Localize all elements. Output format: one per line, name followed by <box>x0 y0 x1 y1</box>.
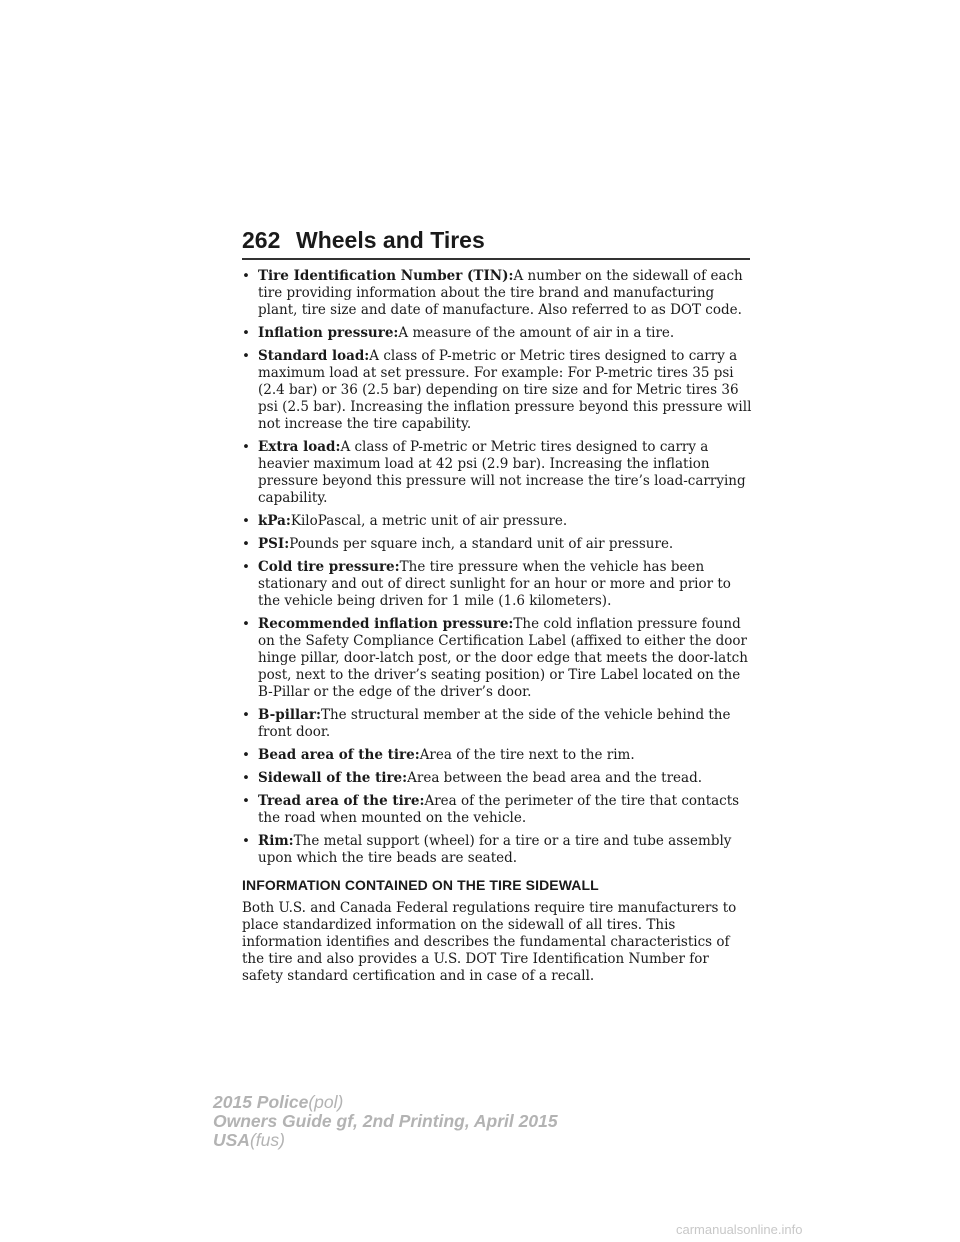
definition-item-recommended-inflation-pressure <box>242 616 752 701</box>
definition-item-rim <box>242 833 752 867</box>
definition-term: Cold tire pressure: <box>258 559 400 575</box>
definition-item-tread-area <box>242 793 752 827</box>
definition-item-tin <box>242 268 752 319</box>
definition-text: A number on the sidewall of each tire providing information about the tire brand and manufacturing plant, tire size and date of manufacture. Also referred to as DOT code. <box>258 268 743 318</box>
bullet-icon: • <box>242 793 250 809</box>
footer-line-guide: Owners Guide gf, 2nd Printing, April 2015 <box>213 1111 558 1131</box>
footer-line-model <box>213 1093 613 1112</box>
definition-item-psi <box>242 536 752 553</box>
definition-term: Tread area of the tire: <box>258 793 425 809</box>
definition-item-bead-area <box>242 747 752 764</box>
definition-text: KiloPascal, a metric unit of air pressure. <box>290 513 568 529</box>
definition-item-standard-load <box>242 348 752 433</box>
definition-text: The structural member at the side of the vehicle behind the front door. <box>258 707 731 740</box>
definition-item-sidewall <box>242 770 752 787</box>
bullet-icon: • <box>242 536 250 552</box>
watermark: carmanualsonline.info <box>676 1222 803 1237</box>
section-title: Wheels and Tires <box>296 227 485 253</box>
definition-item-b-pillar <box>242 707 752 741</box>
bullet-icon: • <box>242 747 250 763</box>
definition-item-extra-load <box>242 439 752 507</box>
definition-text: A class of P-metric or Metric tires designed to carry a maximum load at set pressure. For example: For P-metric tires 35 psi (2.4 bar) or 36 (2.5 bar) depending on tire size and for Metric tires 36 psi (2.5 bar). Increasing the inflation pressure beyond this pressure will not increase the tire capability. <box>258 348 752 432</box>
page-header <box>242 227 750 261</box>
bullet-icon: • <box>242 439 250 455</box>
definition-term: Extra load: <box>258 439 341 455</box>
section-heading: INFORMATION CONTAINED ON THE TIRE SIDEWALL <box>242 877 599 893</box>
definition-term: Recommended inflation pressure: <box>258 616 514 632</box>
page-number: 262 <box>242 227 281 253</box>
bullet-icon: • <box>242 325 250 341</box>
definition-text: A class of P-metric or Metric tires designed to carry a heavier maximum load at 42 psi (2.9 bar). Increasing the inflation pressure beyond this pressure will not increase the tire’s load-carrying capability. <box>258 439 746 506</box>
bullet-icon: • <box>242 770 250 786</box>
bullet-icon: • <box>242 559 250 575</box>
section-paragraph: Both U.S. and Canada Federal regulations require tire manufacturers to place standardized information on the sidewall of all tires. This information identifies and describes the fundamental characteristics of the tire and also provides a U.S. DOT Tire Identification Number for safety standard certification and in case of a recall. <box>242 900 737 984</box>
definition-item-kpa <box>242 513 752 530</box>
definition-text: The tire pressure when the vehicle has been stationary and out of direct sunlight for an hour or more and prior to the vehicle being driven for 1 mile (1.6 kilometers). <box>258 559 731 609</box>
bullet-icon: • <box>242 348 250 364</box>
definition-term: B-pillar: <box>258 707 321 723</box>
definition-text: Area between the bead area and the tread. <box>407 770 703 786</box>
bullet-icon: • <box>242 268 250 284</box>
definition-term: PSI: <box>258 536 290 552</box>
definition-term: Rim: <box>258 833 294 849</box>
definition-text: The cold inflation pressure found on the Safety Compliance Certification Label (affixed to either the door hinge pillar, door-latch post, or the door edge that meets the door-latch post, next to the driver’s seating position) or Tire Label located on the B-Pillar or the edge of the driver’s door. <box>258 616 748 700</box>
bullet-icon: • <box>242 833 250 849</box>
definition-text: The metal support (wheel) for a tire or a tire and tube assembly upon which the tire beads are seated. <box>258 833 732 866</box>
definition-term: Standard load: <box>258 348 370 364</box>
header-divider <box>242 258 750 260</box>
bullet-icon: • <box>242 513 250 529</box>
definition-term: kPa: <box>258 513 291 529</box>
definition-text: Area of the tire next to the rim. <box>419 747 635 763</box>
definition-list <box>242 268 752 867</box>
definition-term: Tire Identification Number (TIN): <box>258 268 514 284</box>
document-footer <box>213 1093 613 1150</box>
definition-text: Area of the perimeter of the tire that contacts the road when mounted on the vehicle. <box>258 793 740 826</box>
page-content <box>242 268 752 985</box>
definition-term: Inflation pressure: <box>258 325 399 341</box>
footer-line-market <box>213 1131 613 1150</box>
bullet-icon: • <box>242 616 250 632</box>
definition-term: Sidewall of the tire: <box>258 770 408 786</box>
definition-text: Pounds per square inch, a standard unit of air pressure. <box>289 536 674 552</box>
bullet-icon: • <box>242 707 250 723</box>
definition-text: A measure of the amount of air in a tire. <box>398 325 675 341</box>
footer-market: USA <box>213 1130 250 1150</box>
footer-model-code: (pol) <box>308 1092 344 1112</box>
footer-market-code: (fus) <box>249 1130 285 1150</box>
definition-item-cold-tire-pressure <box>242 559 752 610</box>
footer-model: 2015 Police <box>213 1092 309 1112</box>
definition-term: Bead area of the tire: <box>258 747 420 763</box>
definition-item-inflation-pressure <box>242 325 752 342</box>
